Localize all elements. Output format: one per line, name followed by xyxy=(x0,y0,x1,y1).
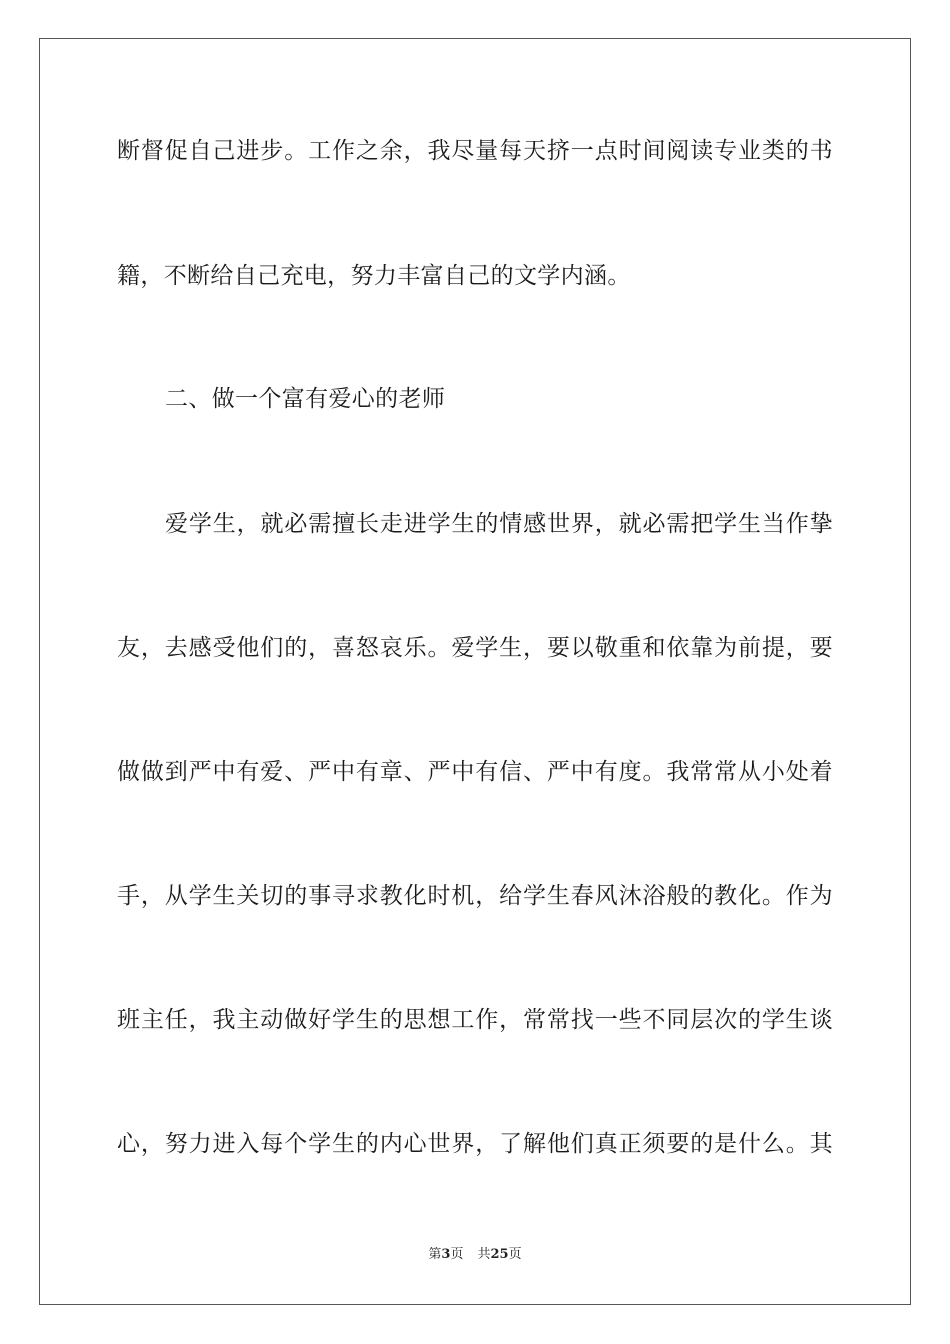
footer-total-suffix: 页 xyxy=(508,1247,522,1262)
section-heading: 二、做一个富有爱心的老师 xyxy=(165,386,446,412)
footer-total-prefix: 共 xyxy=(477,1247,491,1262)
body-line-2: 籍，不断给自己充电，努力丰富自己的文学内涵。 xyxy=(117,263,631,289)
footer-total-pages: 25 xyxy=(490,1247,509,1262)
body-line-5: 友，去感受他们的，喜怒哀乐。爱学生，要以敬重和依靠为前提，要 xyxy=(117,635,833,661)
body-line-1: 断督促自己进步。工作之余，我尽量每天挤一点时间阅读专业类的书 xyxy=(117,138,833,164)
footer-page-prefix: 第 xyxy=(428,1247,442,1262)
body-line-4: 爱学生，就必需擅长走进学生的情感世界，就必需把学生当作挚 xyxy=(165,511,833,537)
body-line-8: 班主任，我主动做好学生的思想工作，常常找一些不同层次的学生谈 xyxy=(117,1007,833,1033)
body-line-6: 做做到严中有爱、严中有章、严中有信、严中有度。我常常从小处着 xyxy=(117,759,833,785)
body-line-9: 心，努力进入每个学生的内心世界，了解他们真正须要的是什么。其 xyxy=(117,1131,833,1157)
page-footer xyxy=(0,1246,950,1264)
body-line-7: 手，从学生关切的事寻求教化时机，给学生春风沐浴般的教化。作为 xyxy=(117,883,833,909)
footer-page-number: 3 xyxy=(441,1247,451,1262)
footer-page-suffix: 页 xyxy=(450,1247,464,1262)
page-border xyxy=(39,38,911,1305)
